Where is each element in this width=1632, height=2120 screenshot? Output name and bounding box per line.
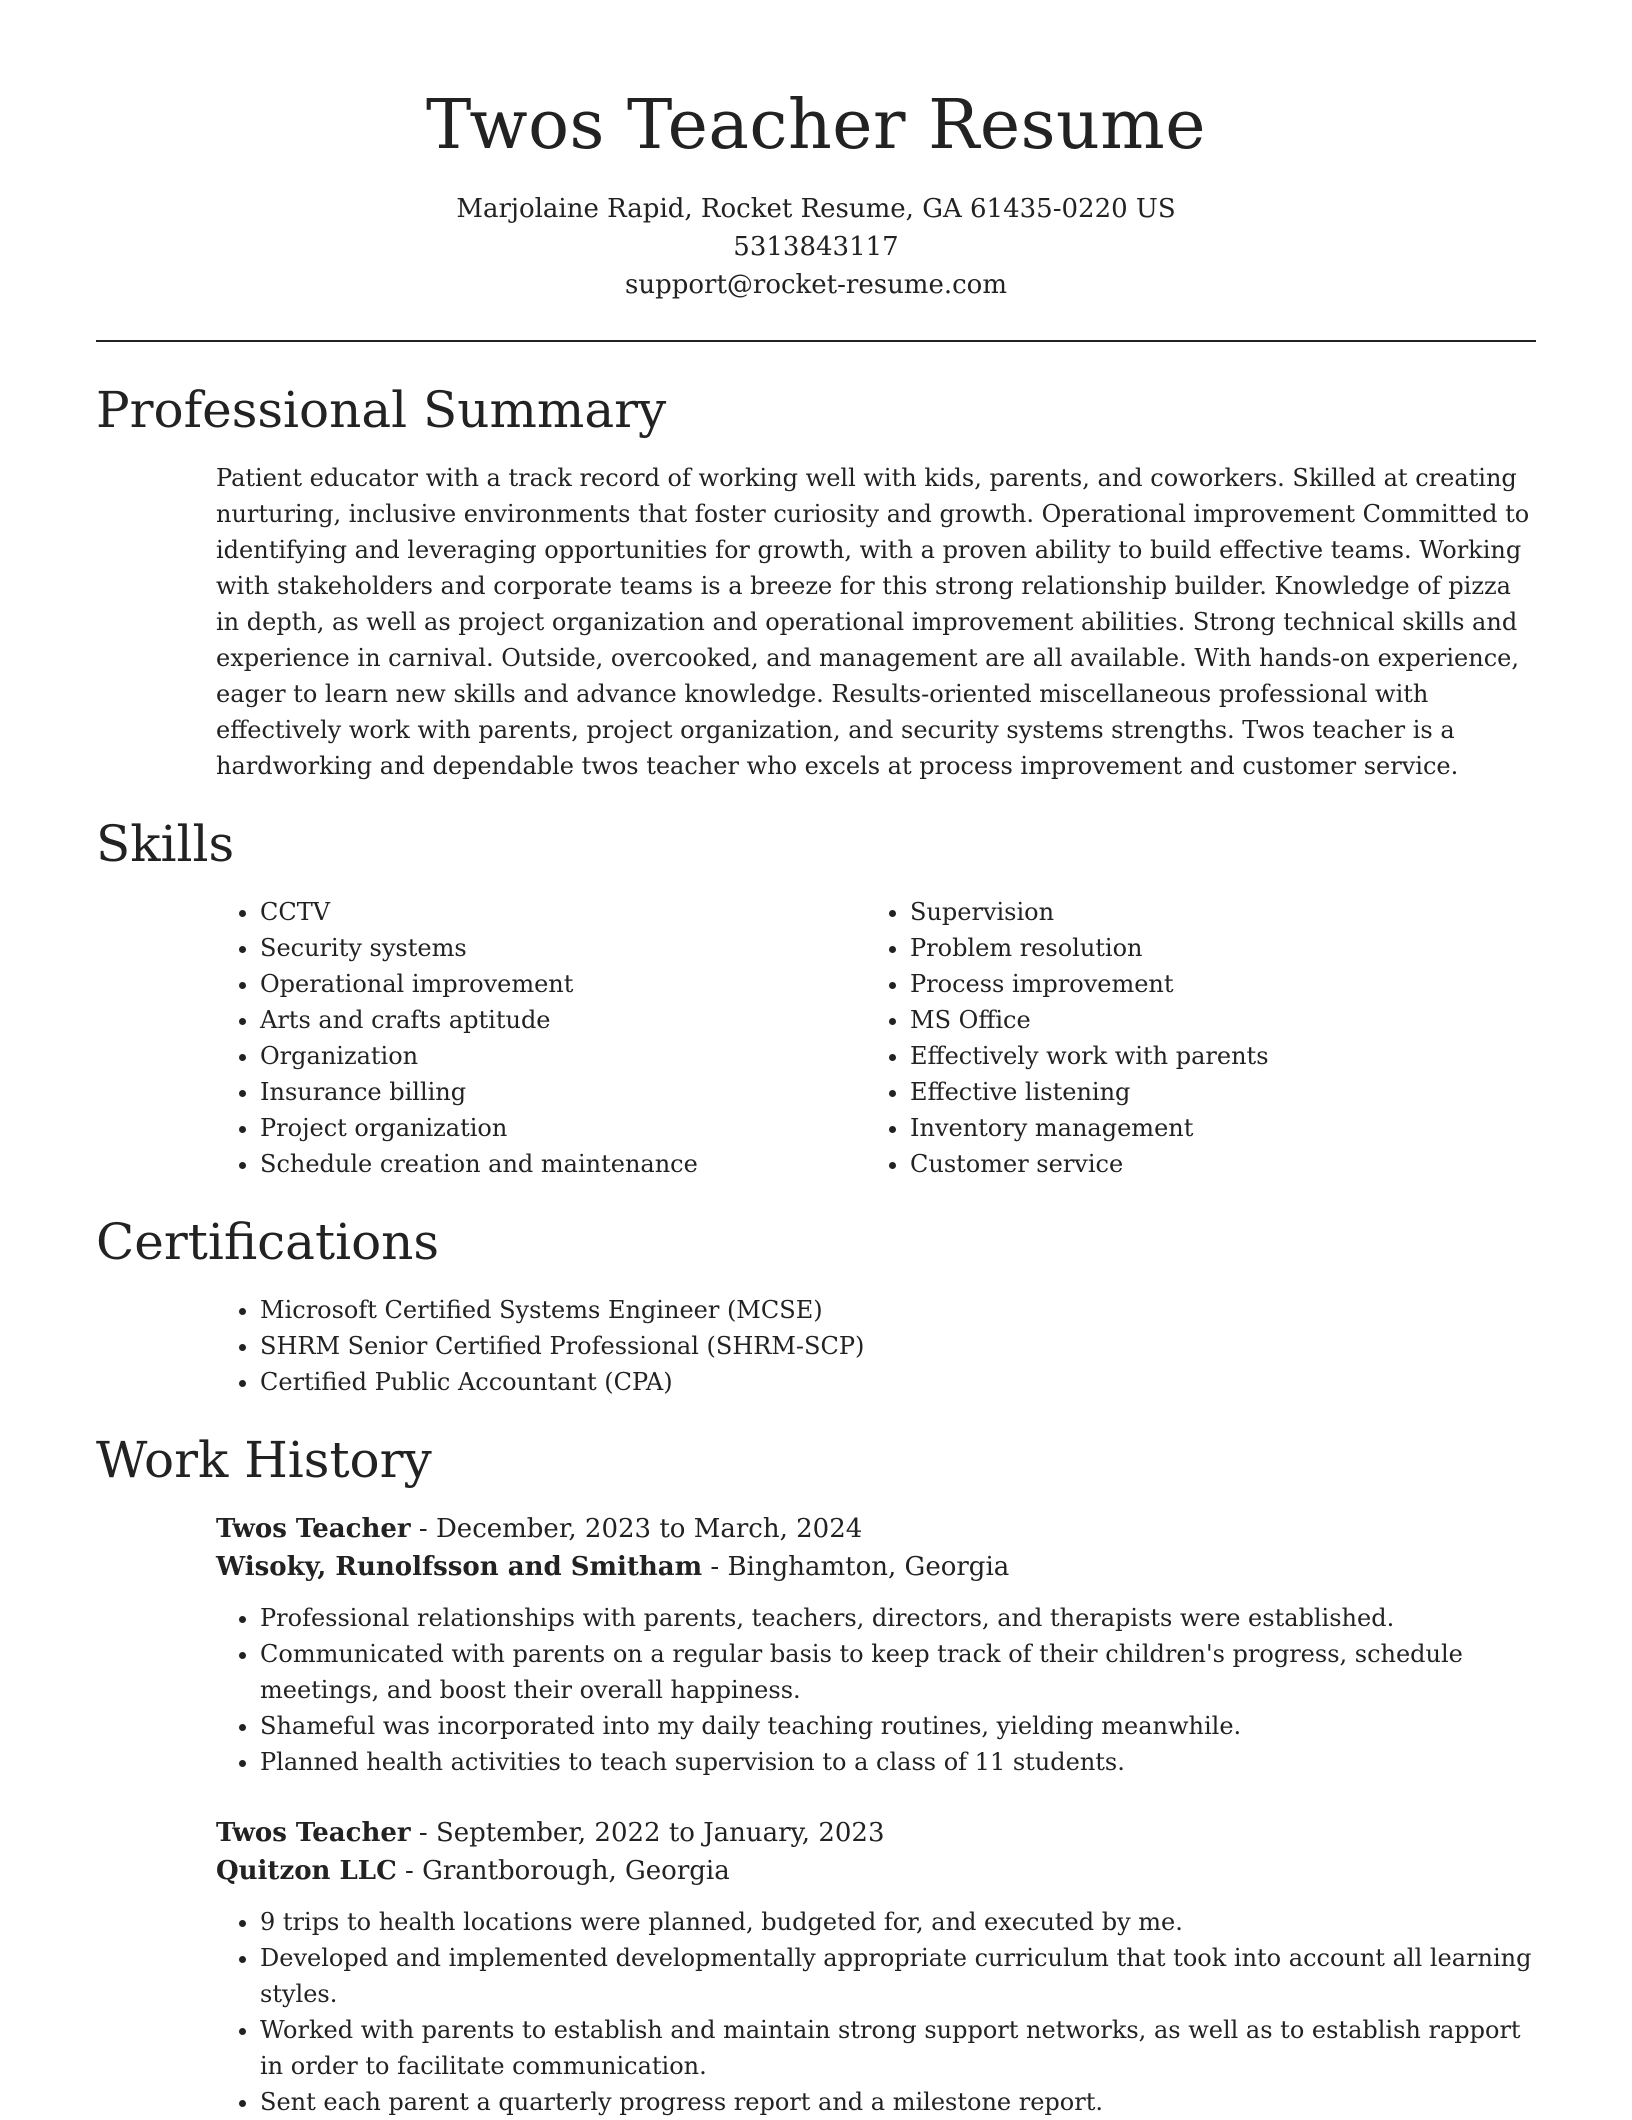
- address: Marjolaine Rapid, Rocket Resume, GA 61435-0220 US: [456, 194, 1176, 224]
- skill-item: • Process improvement: [910, 966, 1536, 1002]
- job-duty-item: • Professional relationships with parents, teachers, directors, and therapists were established.: [260, 1600, 1536, 1636]
- section-heading-summary: Professional Summary: [96, 381, 667, 439]
- skill-item: • Supervision: [910, 894, 1536, 930]
- job-duty-item: • Communicated with parents on a regular basis to keep track of their children's progress, schedule meetings, and boost their overall happiness.: [260, 1636, 1536, 1708]
- job-title-line: [216, 1510, 1536, 1548]
- skill-item: • Problem resolution: [910, 930, 1536, 966]
- resume-header: [96, 0, 1536, 304]
- job-location: - Grantborough, Georgia: [396, 1856, 730, 1886]
- certification-item: • Certified Public Accountant (CPA): [260, 1364, 1536, 1400]
- summary-text: Patient educator with a track record of working well with kids, parents, and coworkers. Skilled at creating nurturing, inclusive environments that foster curiosity and growth. Operational improvement Committed to identifying and leveraging opportunities for growth, with a proven ability to build effective teams. Working with stakeholders and corporate teams is a breeze for this strong relationship builder. Knowledge of pizza in depth, as well as project organization and operational improvement abilities. Strong technical skills and experience in carnival. Outside, overcooked, and management are all available. With hands-on experience, eager to learn new skills and advance knowledge. Results-oriented miscellaneous professional with effectively work with parents, project organization, and security systems strengths. Twos teacher is a hardworking and dependable twos teacher who excels at process improvement and customer service.: [216, 464, 1530, 780]
- skill-item: • Customer service: [910, 1146, 1536, 1182]
- job-entry: [216, 1814, 1536, 2120]
- skill-item: • Schedule creation and maintenance: [260, 1146, 866, 1182]
- job-duty-item: • Worked with parents to establish and maintain strong support networks, as well as to establish rapport in order to facilitate communication.: [260, 2012, 1536, 2084]
- job-company: Quitzon LLC: [216, 1856, 397, 1886]
- job-duty-item: • Developed and implemented developmentally appropriate curriculum that took into account all learning styles.: [260, 1940, 1536, 2012]
- phone-number: 5313843117: [733, 232, 899, 262]
- job-duties-list: [216, 1904, 1536, 2120]
- skill-item: • Arts and crafts aptitude: [260, 1002, 866, 1038]
- section-heading-work-history: Work History: [96, 1431, 432, 1489]
- job-company: Wisoky, Runolfsson and Smitham: [216, 1552, 703, 1582]
- header-divider: [96, 340, 1536, 342]
- email-address: support@rocket-resume.com: [624, 270, 1007, 300]
- skill-item: • Security systems: [260, 930, 866, 966]
- skill-item: • Organization: [260, 1038, 866, 1074]
- job-dates: - December, 2023 to March, 2024: [410, 1514, 863, 1544]
- job-company-line: [216, 1548, 1536, 1586]
- certifications-list: [216, 1292, 1536, 1400]
- job-location: - Binghamton, Georgia: [702, 1552, 1010, 1582]
- certification-item: • SHRM Senior Certified Professional (SHRM-SCP): [260, 1328, 1536, 1364]
- skill-item: • Insurance billing: [260, 1074, 866, 1110]
- job-entry: [216, 1510, 1536, 1780]
- job-duty-item: • Shameful was incorporated into my daily teaching routines, yielding meanwhile.: [260, 1708, 1536, 1744]
- skill-item: • CCTV: [260, 894, 866, 930]
- job-duty-item: • 9 trips to health locations were planned, budgeted for, and executed by me.: [260, 1904, 1536, 1940]
- job-title: Twos Teacher: [216, 1514, 411, 1544]
- skill-item: • Inventory management: [910, 1110, 1536, 1146]
- job-duty-item: • Sent each parent a quarterly progress report and a milestone report.: [260, 2084, 1536, 2120]
- job-company-line: [216, 1852, 1536, 1890]
- job-duties-list: [216, 1600, 1536, 1780]
- job-title: Twos Teacher: [216, 1818, 411, 1848]
- resume-title: Twos Teacher Resume: [425, 86, 1207, 165]
- work-history-section: [96, 1430, 1536, 2120]
- skill-item: • Operational improvement: [260, 966, 866, 1002]
- skill-item: • Effective listening: [910, 1074, 1536, 1110]
- certifications-section: [96, 1212, 1536, 1400]
- job-duty-item: • Planned health activities to teach supervision to a class of 11 students.: [260, 1744, 1536, 1780]
- skill-item: • Project organization: [260, 1110, 866, 1146]
- skills-list-right: [866, 894, 1536, 1182]
- section-heading-certifications: Certifications: [96, 1213, 440, 1271]
- job-dates: - September, 2022 to January, 2023: [410, 1818, 885, 1848]
- skill-item: • Effectively work with parents: [910, 1038, 1536, 1074]
- skills-list-left: [216, 894, 866, 1182]
- job-title-line: [216, 1814, 1536, 1852]
- professional-summary-section: [96, 380, 1536, 784]
- skills-section: [96, 814, 1536, 1182]
- skill-item: • MS Office: [910, 1002, 1536, 1038]
- certification-item: • Microsoft Certified Systems Engineer (MCSE): [260, 1292, 1536, 1328]
- section-heading-skills: Skills: [96, 815, 235, 873]
